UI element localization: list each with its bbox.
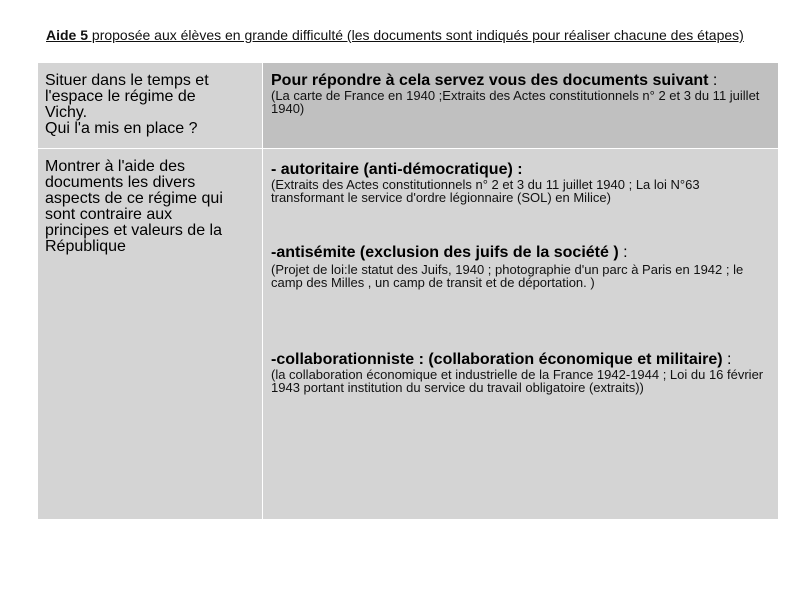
task-line: l'espace le régime de	[45, 88, 196, 105]
documents-cell	[263, 63, 779, 149]
documents-block	[263, 63, 778, 115]
task-line: aspects de ce régime qui	[45, 190, 223, 207]
task-line: Vichy.	[45, 104, 88, 121]
heading-text: Pour répondre à cela servez vous des documents suivant	[271, 72, 709, 89]
task-cell	[38, 149, 263, 520]
task-line: Situer dans le temps et	[45, 72, 209, 89]
task-cell	[38, 63, 263, 149]
heading-text: -antisémite (exclusion des juifs de la société )	[271, 244, 619, 261]
block-heading	[271, 161, 772, 178]
task-line: Montrer à l'aide des	[45, 158, 186, 175]
table-row	[38, 63, 779, 149]
heading-text: -collaborationniste : (collaboration économique et militaire)	[271, 351, 723, 368]
task-text	[38, 149, 262, 255]
aide-table	[37, 62, 779, 520]
title-prefix: Aide 5	[46, 27, 89, 43]
block-heading	[271, 72, 772, 89]
task-text	[38, 63, 262, 137]
documents-cell	[263, 149, 779, 520]
heading-text: - autoritaire (anti-démocratique) :	[271, 161, 523, 178]
collaboration-block	[263, 289, 778, 394]
documents-list: (Extraits des Actes constitutionnels n° 2 et 3 du 11 juillet 1940 ; La loi N°63 transformant le service d'ordre légionnaire (SOL) en Milice)	[271, 177, 700, 205]
documents-list: (La carte de France en 1940 ;Extraits des Actes constitutionnels n° 2 et 3 du 11 juillet 1940)	[271, 88, 760, 116]
block-heading	[271, 351, 772, 368]
task-line: documents les divers	[45, 174, 196, 191]
task-line: Qui l'a mis en place ?	[45, 120, 198, 137]
heading-colon: :	[722, 351, 732, 368]
title-text: proposée aux élèves en grande difficulté (les documents sont indiqués pour réaliser chacune des étapes)	[88, 27, 744, 43]
task-line: principes et valeurs de la	[45, 222, 222, 239]
block-heading	[271, 244, 772, 261]
task-line: République	[45, 238, 126, 255]
task-line: sont contraire aux	[45, 206, 173, 223]
heading-colon: :	[708, 72, 718, 89]
documents-list: (Projet de loi:le statut des Juifs, 1940 ; photographie d'un parc à Paris en 1942 ; le camp des Milles , un camp de transit et de déportation. )	[271, 262, 744, 290]
heading-colon: :	[618, 244, 628, 261]
antisemitic-block	[263, 204, 778, 289]
documents-list: (la collaboration économique et industrielle de la France 1942-1944 ; Loi du 16 février 1943 portant institution du service du travail obligatoire (extraits))	[271, 367, 764, 395]
authoritarian-block	[263, 149, 778, 204]
page-title	[46, 27, 751, 43]
table-row	[38, 149, 779, 520]
